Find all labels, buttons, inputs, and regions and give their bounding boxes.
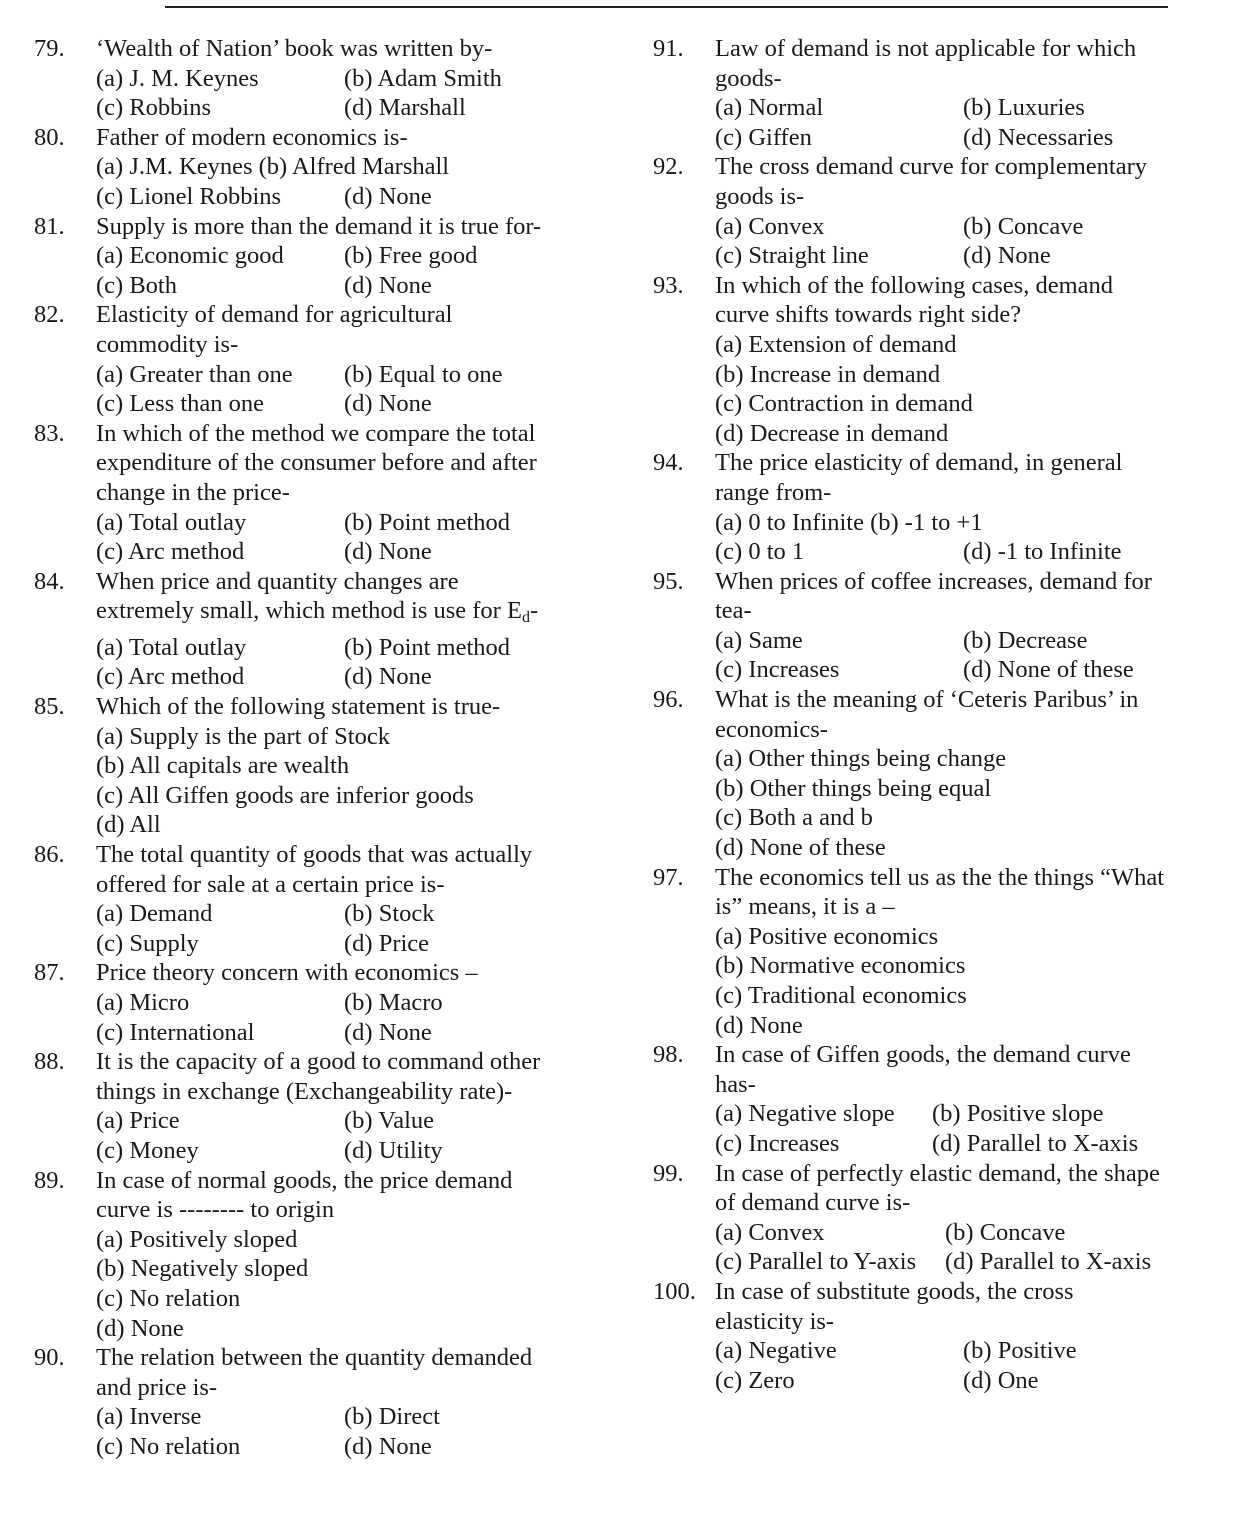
question-text: of demand curve is-	[715, 1189, 911, 1217]
question-text: Price theory concern with economics –	[96, 959, 478, 987]
question-number: 98.	[653, 1041, 684, 1069]
option-b: (b) Negatively sloped	[96, 1255, 309, 1283]
option-d: (d) None	[344, 1432, 432, 1460]
question-number: 81.	[34, 212, 65, 240]
option-a: (a) Greater than one	[96, 360, 293, 388]
option-d: (d) None	[344, 1018, 432, 1046]
question-91	[653, 34, 1213, 152]
question-text: In case of substitute goods, the cross	[715, 1277, 1074, 1305]
question-90	[34, 1343, 594, 1461]
question-text: things in exchange (Exchangeability rate)-	[96, 1077, 513, 1105]
question-text-tail: -	[529, 597, 539, 625]
question-text: has-	[715, 1070, 756, 1098]
option-b: (b) Other things being equal	[715, 774, 992, 802]
option-b: (b) Point method	[344, 633, 511, 661]
option-b: (b) Stock	[344, 900, 435, 928]
option-a: (a) J. M. Keynes	[96, 64, 259, 92]
question-text: goods is-	[715, 182, 805, 210]
option-d: (d) None	[96, 1314, 184, 1342]
question-text: In case of normal goods, the price demand	[96, 1166, 513, 1194]
question-text: commodity is-	[96, 330, 239, 358]
question-text-with-subscript	[96, 596, 594, 633]
question-text: The relation between the quantity demanded	[96, 1344, 533, 1372]
question-number: 91.	[653, 35, 684, 62]
option-b: (b) All capitals are wealth	[96, 752, 350, 780]
question-99	[653, 1159, 1213, 1277]
question-text: The total quantity of goods that was actually	[96, 841, 533, 869]
option-d: (d) None	[344, 182, 432, 210]
question-100	[653, 1277, 1213, 1395]
question-number: 84.	[34, 567, 65, 595]
question-text: The price elasticity of demand, in general	[715, 449, 1123, 477]
question-number: 94.	[653, 449, 684, 477]
question-98	[653, 1040, 1213, 1158]
question-number: 88.	[34, 1048, 65, 1076]
question-93	[653, 271, 1213, 449]
option-d: (d) One	[963, 1366, 1039, 1394]
option-b: (b) Positive	[963, 1337, 1077, 1365]
question-80	[34, 123, 594, 212]
option-c: (c) Increases	[715, 1129, 840, 1157]
option-d: (d) Necessaries	[963, 123, 1114, 151]
option-c: (c) 0 to 1	[715, 538, 805, 566]
question-text: and price is-	[96, 1373, 218, 1401]
question-94	[653, 448, 1213, 566]
option-b: (b) Concave	[963, 212, 1084, 240]
question-text: Supply is more than the demand it is true for-	[96, 212, 542, 240]
option-b: (b) Point method	[344, 508, 511, 536]
option-c: (c) Traditional economics	[715, 982, 967, 1009]
question-number: 86.	[34, 841, 65, 869]
right-column	[653, 34, 1213, 1395]
option-c: (c) Arc method	[96, 663, 245, 691]
option-b: (b) Direct	[344, 1403, 440, 1431]
option-d: (d) None	[344, 663, 432, 691]
question-96	[653, 685, 1213, 863]
option-a: (a) Convex	[715, 1218, 825, 1246]
question-92	[653, 152, 1213, 270]
question-87	[34, 958, 594, 1047]
option-c: (c) No relation	[96, 1284, 241, 1312]
question-text: The economics tell us as the the things “What	[715, 863, 1165, 891]
question-82	[34, 300, 594, 418]
option-a: (a) Micro	[96, 989, 190, 1016]
question-97	[653, 863, 1213, 1041]
question-text: goods-	[715, 64, 782, 92]
question-text: In case of perfectly elastic demand, the shape	[715, 1159, 1160, 1187]
option-a: (a) Inverse	[96, 1403, 202, 1431]
option-d: (d) None	[344, 271, 432, 299]
question-text: range from-	[715, 478, 832, 506]
question-text: When prices of coffee increases, demand for	[715, 567, 1152, 595]
question-number: 87.	[34, 959, 65, 987]
option-b: (b) Increase in demand	[715, 360, 941, 388]
option-c: (c) Zero	[715, 1366, 795, 1394]
option-c: (c) Contraction in demand	[715, 390, 973, 418]
question-text: What is the meaning of ‘Ceteris Paribus’ in	[715, 686, 1139, 714]
option-c: (c) Straight line	[715, 242, 869, 270]
question-text: extremely small, which method is use for E	[96, 597, 522, 625]
question-text: Father of modern economics is-	[96, 123, 408, 151]
question-number: 79.	[34, 35, 65, 62]
question-text: elasticity is-	[715, 1307, 835, 1335]
option-d: (d) None	[344, 390, 432, 418]
question-95	[653, 567, 1213, 685]
option-a: (a) Convex	[715, 212, 825, 240]
option-c: (c) Arc method	[96, 538, 245, 566]
option-c: (c) Both a and b	[715, 804, 873, 832]
question-text: In which of the following cases, demand	[715, 271, 1114, 299]
option-d: (d) None	[344, 538, 432, 566]
option-c: (c) Lionel Robbins	[96, 182, 282, 210]
question-text: Which of the following statement is true-	[96, 693, 501, 721]
option-a: (a) Total outlay	[96, 508, 247, 536]
top-rule	[165, 6, 1168, 8]
option-d: (d) Utility	[344, 1136, 443, 1164]
option-d: (d) Price	[344, 929, 430, 957]
question-number: 90.	[34, 1344, 65, 1372]
option-d: (d) None	[715, 1011, 803, 1039]
question-number: 80.	[34, 123, 65, 151]
option-d: (d) All	[96, 811, 161, 839]
question-83	[34, 419, 594, 567]
left-column	[34, 34, 594, 1462]
option-c: (c) Supply	[96, 929, 199, 957]
question-text: economics-	[715, 715, 828, 743]
option-a: (a) Positively sloped	[96, 1225, 298, 1253]
option-b: (b) Value	[344, 1107, 435, 1135]
option-a: (a) Price	[96, 1107, 180, 1135]
question-86	[34, 840, 594, 958]
option-d: (d) Parallel to X-axis	[932, 1129, 1139, 1157]
option-b: (b) Decrease	[963, 626, 1088, 654]
option-c: (c) International	[96, 1018, 255, 1046]
question-text: change in the price-	[96, 478, 290, 506]
option-a: (a) Same	[715, 626, 803, 654]
option-d: (d) None of these	[715, 834, 886, 862]
option-b: (b) Positive slope	[932, 1100, 1104, 1128]
question-number: 97.	[653, 863, 684, 891]
question-text: tea-	[715, 597, 752, 625]
option-c: (c) Giffen	[715, 123, 812, 151]
option-b: (b) Macro	[344, 989, 443, 1016]
option-a: (a) Positive economics	[715, 922, 939, 950]
question-number: 85.	[34, 693, 65, 721]
option-a: (a) Extension of demand	[715, 330, 957, 358]
option-d: (d) None	[963, 242, 1051, 270]
option-a: (a) Negative	[715, 1337, 837, 1365]
option-b: (b) Concave	[945, 1218, 1066, 1246]
option-a: (a) Demand	[96, 900, 213, 928]
option-a: (a) Other things being change	[715, 745, 1007, 773]
question-text: The cross demand curve for complementary	[715, 153, 1147, 181]
question-text: expenditure of the consumer before and after	[96, 449, 537, 477]
option-d: (d) None of these	[963, 656, 1134, 684]
option-c: (c) Less than one	[96, 390, 265, 418]
question-text: Elasticity of demand for agricultural	[96, 301, 453, 329]
question-number: 100.	[653, 1277, 696, 1305]
question-88	[34, 1047, 594, 1165]
option-d: (d) -1 to Infinite	[963, 538, 1122, 566]
question-text: Law of demand is not applicable for which	[715, 35, 1137, 62]
question-85	[34, 692, 594, 840]
option-d: (d) Parallel to X-axis	[945, 1248, 1152, 1276]
option-a-b: (a) 0 to Infinite (b) -1 to +1	[715, 508, 983, 536]
question-text: curve shifts towards right side?	[715, 301, 1022, 329]
question-number: 96.	[653, 686, 684, 714]
question-79	[34, 34, 594, 123]
option-a: (a) Economic good	[96, 242, 284, 270]
question-text: It is the capacity of a good to command other	[96, 1048, 541, 1076]
option-c: (c) Increases	[715, 656, 840, 684]
option-a: (a) Normal	[715, 94, 824, 122]
question-number: 89.	[34, 1166, 65, 1194]
option-b: (b) Free good	[344, 242, 478, 270]
option-c: (c) No relation	[96, 1432, 241, 1460]
option-b: (b) Adam Smith	[344, 64, 502, 92]
subscript-d: d	[521, 609, 530, 627]
question-text: ‘Wealth of Nation’ book was written by-	[96, 35, 493, 62]
option-c: (c) Parallel to Y-axis	[715, 1248, 917, 1276]
option-a-b: (a) J.M. Keynes (b) Alfred Marshall	[96, 153, 450, 181]
option-a: (a) Negative slope	[715, 1100, 895, 1128]
question-number: 95.	[653, 567, 684, 595]
question-text: When price and quantity changes are	[96, 567, 459, 595]
option-b: (b) Luxuries	[963, 94, 1085, 122]
question-number: 99.	[653, 1159, 684, 1187]
option-b: (b) Normative economics	[715, 952, 966, 980]
question-89	[34, 1166, 594, 1344]
question-text: is” means, it is a –	[715, 893, 895, 921]
question-number: 83.	[34, 419, 65, 447]
question-text: curve is -------- to origin	[96, 1196, 335, 1224]
option-d: (d) Decrease in demand	[715, 419, 949, 447]
question-number: 93.	[653, 271, 684, 299]
question-text: In case of Giffen goods, the demand curve	[715, 1041, 1131, 1069]
question-text: In which of the method we compare the total	[96, 419, 536, 447]
option-d: (d) Marshall	[344, 94, 466, 122]
option-a: (a) Supply is the part of Stock	[96, 722, 390, 750]
option-b: (b) Equal to one	[344, 360, 503, 388]
question-text: offered for sale at a certain price is-	[96, 870, 445, 898]
question-81	[34, 212, 594, 301]
option-c: (c) All Giffen goods are inferior goods	[96, 781, 474, 809]
option-a: (a) Total outlay	[96, 633, 247, 661]
question-number: 92.	[653, 153, 684, 181]
question-84	[34, 567, 594, 692]
option-c: (c) Robbins	[96, 94, 211, 122]
option-c: (c) Money	[96, 1136, 199, 1164]
option-c: (c) Both	[96, 271, 177, 299]
question-number: 82.	[34, 301, 65, 329]
